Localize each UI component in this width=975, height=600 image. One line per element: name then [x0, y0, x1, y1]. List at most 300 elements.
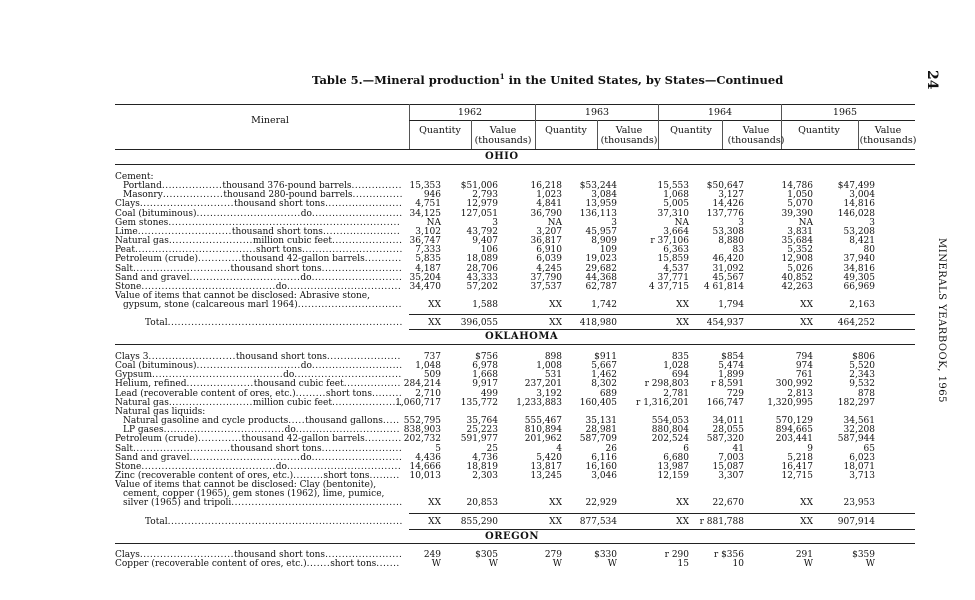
quantity-cell: 16,417 — [781, 461, 813, 472]
mineral-name: gypsum, stone (calcareous marl 1964) — [123, 300, 298, 311]
unit-label: short tons — [325, 388, 372, 399]
value-cell: 146,028 — [837, 208, 875, 219]
value-cell: W — [865, 559, 875, 570]
value-cell: 32,208 — [843, 425, 875, 436]
value-cell: 80 — [863, 245, 875, 256]
mineral-name: Salt — [115, 443, 134, 454]
quantity-cell: 249 — [423, 550, 441, 560]
unit-label: thousand cubic feet — [253, 379, 344, 390]
value-cell: 66,969 — [843, 281, 875, 292]
quantity-cell: 4,841 — [536, 199, 562, 210]
value-cell: 8,302 — [591, 379, 617, 390]
value-cell: 12,979 — [466, 199, 498, 210]
section-rule — [409, 329, 915, 330]
header-top-rule — [115, 104, 915, 105]
leader-dots: ............................ — [139, 550, 234, 560]
value-cell: r 8,591 — [711, 379, 744, 390]
value-cell: 1,794 — [718, 300, 744, 311]
value-cell: 8,880 — [718, 236, 744, 247]
value-cell: 23,953 — [843, 498, 875, 509]
mineral-name: Stone — [115, 281, 142, 292]
leader-dots: ........................... — [311, 361, 403, 372]
value-cell: 34,011 — [712, 416, 744, 427]
value-cell: 9,407 — [472, 236, 498, 247]
quantity-cell: 37,310 — [657, 208, 689, 219]
leader-dots: ....................................... — [151, 370, 284, 381]
quantity-cell: NA — [674, 217, 689, 228]
quantity-cell: 201,962 — [524, 434, 562, 445]
leader-dots: .......................... — [148, 352, 236, 362]
value-cell: 83 — [732, 245, 744, 256]
value-cell: 18,089 — [466, 254, 498, 265]
leader-dots: .................. — [162, 190, 224, 201]
mineral-name: Natural gasoline and cycle products — [123, 416, 289, 427]
value-cell: 53,308 — [712, 226, 744, 237]
mineral-name: Value of items that cannot be disclosed: Clay (bentonite), — [115, 480, 377, 491]
section-rule — [409, 149, 915, 150]
quantity-cell: 3,192 — [536, 388, 562, 399]
value-cell: 1,742 — [591, 300, 617, 311]
value-cell: $50,647 — [706, 181, 744, 192]
total-value-cell: 907,914 — [837, 517, 875, 527]
row-label — [123, 498, 407, 508]
value-cell: 18,819 — [466, 461, 498, 472]
mineral-name: Sand and gravel — [115, 272, 190, 283]
quantity-cell: 838,903 — [403, 425, 441, 436]
row-label — [123, 300, 407, 310]
value-cell: 3,307 — [718, 470, 744, 481]
unit-label: do — [275, 461, 287, 472]
quantity-cell: 2,710 — [415, 388, 441, 399]
value-cell: 9,532 — [849, 379, 875, 390]
quantity-cell: 898 — [544, 352, 562, 362]
quantity-cell: XX — [800, 300, 813, 311]
value-cell: $854 — [721, 352, 744, 362]
section-rule — [409, 529, 915, 530]
quantity-cell: 284,214 — [403, 379, 441, 390]
leader-dots: ......... — [371, 388, 403, 399]
leader-dots: ............. — [197, 254, 242, 265]
mineral-name: Gem stones — [115, 217, 169, 228]
value-cell: $911 — [594, 352, 617, 362]
value-cell: 6,116 — [591, 452, 617, 463]
value-cell: 2,163 — [849, 300, 875, 311]
quantity-cell: 1,060,717 — [395, 397, 441, 408]
total-rule — [409, 513, 915, 514]
quantity-cell: 42,263 — [781, 281, 813, 292]
value-cell: 3,713 — [849, 470, 875, 481]
value-cell: $305 — [475, 550, 498, 560]
quantity-cell: 14,786 — [781, 181, 813, 192]
quantity-cell: 15 — [677, 559, 689, 570]
total-quantity-cell: XX — [549, 517, 562, 527]
total-quantity-cell: XX — [676, 318, 689, 328]
quantity-cell: 291 — [795, 550, 813, 560]
mineral-name: Zinc (recoverable content of ores, etc.) — [115, 470, 294, 481]
unit-label: thousand short tons — [233, 550, 326, 560]
quantity-cell: 810,894 — [524, 425, 562, 436]
leader-dots: .................................... — [163, 425, 285, 436]
quantity-cell: 509 — [423, 370, 441, 381]
quantity-cell: 300,992 — [775, 379, 813, 390]
header-mineral: Mineral — [251, 115, 289, 126]
quantity-cell: 1,068 — [663, 190, 689, 201]
total-quantity-cell: XX — [800, 318, 813, 328]
leader-dots: ..... — [382, 416, 400, 427]
value-cell: 14,816 — [843, 199, 875, 210]
quantity-cell: 12,908 — [781, 254, 813, 265]
value-cell: 878 — [857, 388, 875, 399]
quantity-cell: W — [803, 559, 813, 570]
value-cell: $51,006 — [460, 181, 498, 192]
leader-dots: ........................................ — [141, 281, 276, 292]
unit-label: thousand short tons — [230, 443, 322, 454]
total-text: Total — [145, 517, 168, 527]
value-cell: 3,084 — [591, 190, 617, 201]
value-cell: 3 — [611, 217, 617, 228]
section-rule — [115, 344, 915, 345]
mineral-name: Salt — [115, 263, 134, 274]
value-cell: $47,499 — [837, 181, 875, 192]
value-cell: 499 — [480, 388, 498, 399]
value-cell: 109 — [599, 245, 617, 256]
quantity-cell: 4,751 — [415, 199, 441, 210]
mineral-name: Clays — [115, 550, 140, 560]
quantity-cell: 761 — [795, 370, 813, 381]
value-cell: 3 — [492, 217, 498, 228]
unit-label: do — [300, 272, 312, 283]
quantity-cell: 39,390 — [781, 208, 813, 219]
value-cell: 1,462 — [591, 370, 617, 381]
unit-label: thousand 42-gallon barrels — [241, 254, 365, 265]
quantity-cell: XX — [676, 300, 689, 311]
quantity-cell: 4 — [556, 443, 562, 454]
leader-dots: ......................... — [168, 236, 253, 247]
section-rule — [115, 164, 915, 165]
quantity-cell: 5,218 — [787, 452, 813, 463]
quantity-cell: 9 — [807, 443, 813, 454]
value-cell: 57,202 — [466, 281, 498, 292]
total-value-cell: 855,290 — [460, 517, 498, 527]
leader-dots: ............... — [351, 181, 402, 192]
mineral-name: Coal (bituminous) — [115, 208, 197, 219]
table-row — [0, 559, 975, 569]
quantity-cell: 570,129 — [775, 416, 813, 427]
quantity-cell: 12,715 — [781, 470, 813, 481]
leader-dots: ................................ — [294, 370, 402, 381]
value-cell: 5,520 — [849, 361, 875, 372]
quantity-cell: r 1,316,201 — [636, 397, 689, 408]
quantity-cell: 6,680 — [663, 452, 689, 463]
table-row — [0, 498, 975, 508]
header-value: Value (thousands) — [600, 125, 658, 146]
mineral-name: Stone — [115, 461, 142, 472]
quantity-cell: 35,204 — [409, 272, 441, 283]
leader-dots: ....................... — [322, 226, 401, 237]
total-quantity-cell: XX — [428, 318, 441, 328]
leader-dots: ........... — [364, 254, 402, 265]
state-heading: OREGON — [485, 531, 540, 542]
leader-dots: ..................................................................... — [168, 217, 401, 228]
state-heading: OHIO — [485, 151, 519, 162]
leader-dots: ............................ — [139, 199, 234, 210]
quantity-cell: 36,817 — [530, 236, 562, 247]
value-cell: 3,127 — [718, 190, 744, 201]
header-year-1965: 1965 — [832, 107, 858, 118]
quantity-cell: W — [552, 559, 562, 570]
quantity-cell: 552,795 — [403, 416, 441, 427]
quantity-cell: 694 — [671, 370, 689, 381]
quantity-cell: 1,050 — [787, 190, 813, 201]
mineral-name: cement, copper (1965), gem stones (1962), lime, pumice, — [123, 489, 385, 500]
mineral-name: Portland — [123, 181, 162, 192]
quantity-cell: NA — [426, 217, 441, 228]
page-number: 24 — [924, 70, 940, 90]
value-cell: 53,208 — [843, 226, 875, 237]
total-value-cell: 464,252 — [837, 318, 875, 328]
header-year-1962: 1962 — [457, 107, 483, 118]
quantity-cell: 4,187 — [415, 263, 441, 274]
value-cell: 44,368 — [585, 272, 617, 283]
unit-label: million cubic feet — [252, 397, 332, 408]
value-cell: 19,023 — [585, 254, 617, 265]
value-cell: 135,772 — [460, 397, 498, 408]
quantity-cell: 555,467 — [524, 416, 562, 427]
quantity-cell: 5,420 — [536, 452, 562, 463]
mineral-name: LP gases — [123, 425, 164, 436]
mineral-name: Gypsum — [115, 370, 152, 381]
mineral-name: Natural gas — [115, 236, 169, 247]
total-quantity-cell: XX — [549, 318, 562, 328]
quantity-cell: 12,159 — [657, 470, 689, 481]
value-cell: 35,764 — [466, 416, 498, 427]
quantity-cell: 5,026 — [787, 263, 813, 274]
header-quantity: Quantity — [419, 125, 461, 136]
value-cell: 34,561 — [843, 416, 875, 427]
quantity-cell: 4,245 — [536, 263, 562, 274]
quantity-cell: 3,102 — [415, 226, 441, 237]
value-cell: 14,426 — [712, 199, 744, 210]
quantity-cell: 1,320,995 — [767, 397, 813, 408]
unit-label: thousand short tons — [233, 199, 326, 210]
leader-dots: ...................... — [326, 352, 401, 362]
quantity-cell: 6,910 — [536, 245, 562, 256]
total-value-cell: r 881,788 — [699, 517, 744, 527]
value-cell: 43,792 — [466, 226, 498, 237]
value-cell: 46,420 — [712, 254, 744, 265]
value-cell: 16,160 — [585, 461, 617, 472]
quantity-cell: 737 — [423, 352, 441, 362]
value-cell: 137,776 — [706, 208, 744, 219]
unit-label: do — [284, 425, 296, 436]
leader-dots: ......... — [369, 470, 400, 481]
mineral-name: Lead (recoverable content of ores, etc.) — [115, 388, 296, 399]
value-cell: 3 — [738, 217, 744, 228]
quantity-cell: 4,537 — [663, 263, 689, 274]
unit-label: short tons — [330, 559, 377, 570]
unit-label: short tons — [255, 245, 303, 256]
quantity-cell: 279 — [544, 550, 562, 560]
row-label — [115, 559, 407, 569]
value-cell: 3 — [869, 217, 875, 228]
unit-label: do — [275, 281, 287, 292]
quantity-cell: 10,013 — [409, 470, 441, 481]
mineral-name: Copper (recoverable content of ores, etc.) — [115, 559, 307, 570]
value-cell: 166,747 — [706, 397, 744, 408]
leader-dots: ........................... — [311, 272, 403, 283]
value-cell: 4 61,814 — [703, 281, 744, 292]
year-underline — [409, 120, 915, 121]
value-cell: 4,736 — [472, 452, 498, 463]
value-cell: $756 — [475, 352, 498, 362]
value-cell: 35,131 — [585, 416, 617, 427]
value-cell: 1,588 — [472, 300, 498, 311]
leader-dots: ............................... — [295, 425, 400, 436]
quantity-cell: 37,790 — [530, 272, 562, 283]
value-cell: 45,957 — [585, 226, 617, 237]
unit-label: thousand 280-pound barrels — [223, 190, 353, 201]
quantity-cell: 5,070 — [787, 199, 813, 210]
value-cell: 7,003 — [718, 452, 744, 463]
mineral-name: Masonry — [123, 190, 163, 201]
leader-dots: .................................... — [134, 245, 256, 256]
quantity-cell: 6,039 — [536, 254, 562, 265]
value-cell: 1,899 — [718, 370, 744, 381]
leader-dots: ...................................................................... — [167, 318, 403, 328]
header-year-1963: 1963 — [584, 107, 610, 118]
value-cell: 2,303 — [472, 470, 498, 481]
value-cell: 9,917 — [472, 379, 498, 390]
quantity-cell: 794 — [795, 352, 813, 362]
value-cell: 127,051 — [460, 208, 498, 219]
mineral-name: Coal (bituminous) — [115, 361, 197, 372]
value-cell: 25,223 — [466, 425, 498, 436]
leader-dots: ............. — [197, 434, 242, 445]
mineral-name: Sand and gravel — [115, 452, 190, 463]
total-text: Total — [145, 318, 168, 328]
unit-label: thousand 42-gallon barrels — [241, 434, 365, 445]
mineral-name: silver (1965) and tripoli — [123, 498, 232, 509]
quantity-cell: 13,245 — [530, 470, 562, 481]
value-cell: 26 — [605, 443, 617, 454]
quantity-cell: 34,470 — [409, 281, 441, 292]
total-value-cell: 877,534 — [579, 517, 617, 527]
leader-dots: ................................................... — [231, 498, 403, 509]
value-cell: 45,567 — [712, 272, 744, 283]
quantity-cell: 4 37,715 — [648, 281, 689, 292]
leader-dots: ..................... — [331, 397, 403, 408]
quantity-cell: 5,005 — [663, 199, 689, 210]
section-rule — [115, 543, 915, 544]
unit-label: do — [300, 361, 312, 372]
leader-dots: ............................... — [297, 300, 402, 311]
leader-dots: ............................ — [137, 226, 232, 237]
value-cell: 22,929 — [585, 498, 617, 509]
value-cell: 587,320 — [706, 434, 744, 445]
total-quantity-cell: XX — [676, 517, 689, 527]
mineral-name: Helium, refined — [115, 379, 187, 390]
mineral-name: Natural gas liquids: — [115, 406, 206, 417]
mineral-name: Natural gas — [115, 397, 169, 408]
value-cell: 18,071 — [843, 461, 875, 472]
quantity-cell: 36,747 — [409, 236, 441, 247]
running-header: MINERALS YEARBOOK, 1965 — [936, 238, 947, 404]
leader-dots: ............................. — [133, 263, 231, 274]
value-cell: 136,113 — [579, 208, 617, 219]
header-value: Value (thousands) — [474, 125, 532, 146]
quantity-cell: 835 — [671, 352, 689, 362]
unit-label: million cubic feet — [252, 236, 332, 247]
unit-label: thousand 376-pound barrels — [222, 181, 352, 192]
value-cell: 49,305 — [843, 272, 875, 283]
quantity-cell: 4,436 — [415, 452, 441, 463]
value-cell: 1,668 — [472, 370, 498, 381]
quantity-cell: 1,048 — [415, 361, 441, 372]
unit-label: thousand short tons — [231, 226, 323, 237]
quantity-cell: 237,201 — [524, 379, 562, 390]
total-quantity-cell: XX — [428, 517, 441, 527]
quantity-cell: 15,859 — [657, 254, 689, 265]
value-cell: 28,706 — [466, 263, 498, 274]
quantity-cell: 16,218 — [530, 181, 562, 192]
value-cell: $359 — [852, 550, 875, 560]
unit-label: thousand short tons — [230, 263, 322, 274]
quantity-cell: W — [431, 559, 441, 570]
mineral-name: Petroleum (crude) — [115, 434, 198, 445]
leader-dots: ....................... — [325, 199, 403, 210]
quantity-cell: 1,023 — [536, 190, 562, 201]
value-cell: 5,474 — [718, 361, 744, 372]
quantity-cell: 40,852 — [781, 272, 813, 283]
total-label — [145, 517, 407, 527]
quantity-cell: 15,353 — [409, 181, 441, 192]
leader-dots: ................. — [343, 379, 401, 390]
leader-dots: ............... — [352, 190, 403, 201]
value-cell: 3,046 — [591, 470, 617, 481]
leader-dots: ....... — [376, 559, 400, 570]
value-cell: 5,667 — [591, 361, 617, 372]
quantity-cell: 2,813 — [787, 388, 813, 399]
total-value-cell: 418,980 — [579, 318, 617, 328]
value-cell: 182,297 — [837, 397, 875, 408]
quantity-cell: 554,053 — [651, 416, 689, 427]
value-cell: 29,682 — [585, 263, 617, 274]
value-cell: W — [488, 559, 498, 570]
leader-dots: ......................... — [168, 397, 253, 408]
quantity-cell: 1,233,883 — [516, 397, 562, 408]
quantity-cell: 2,781 — [663, 388, 689, 399]
leader-dots: ....... — [306, 559, 331, 570]
total-rule — [409, 314, 915, 315]
quantity-cell: 1,008 — [536, 361, 562, 372]
quantity-cell: 7,333 — [415, 245, 441, 256]
leader-dots: ....................... — [325, 550, 403, 560]
quantity-cell: NA — [798, 217, 813, 228]
value-cell: 8,909 — [591, 236, 617, 247]
value-cell: 34,816 — [843, 263, 875, 274]
quantity-cell: 5,835 — [415, 254, 441, 265]
leader-dots: ........................... — [311, 208, 403, 219]
value-cell: $53,244 — [579, 181, 617, 192]
value-cell: 31,092 — [712, 263, 744, 274]
value-cell: 8,421 — [849, 236, 875, 247]
mineral-name: Petroleum (crude) — [115, 254, 198, 265]
header-quantity: Quantity — [670, 125, 712, 136]
total-value-cell: 396,055 — [460, 318, 498, 328]
value-cell: 689 — [599, 388, 617, 399]
quantity-cell: 5 — [435, 443, 441, 454]
mineral-name: Clays — [115, 199, 140, 210]
